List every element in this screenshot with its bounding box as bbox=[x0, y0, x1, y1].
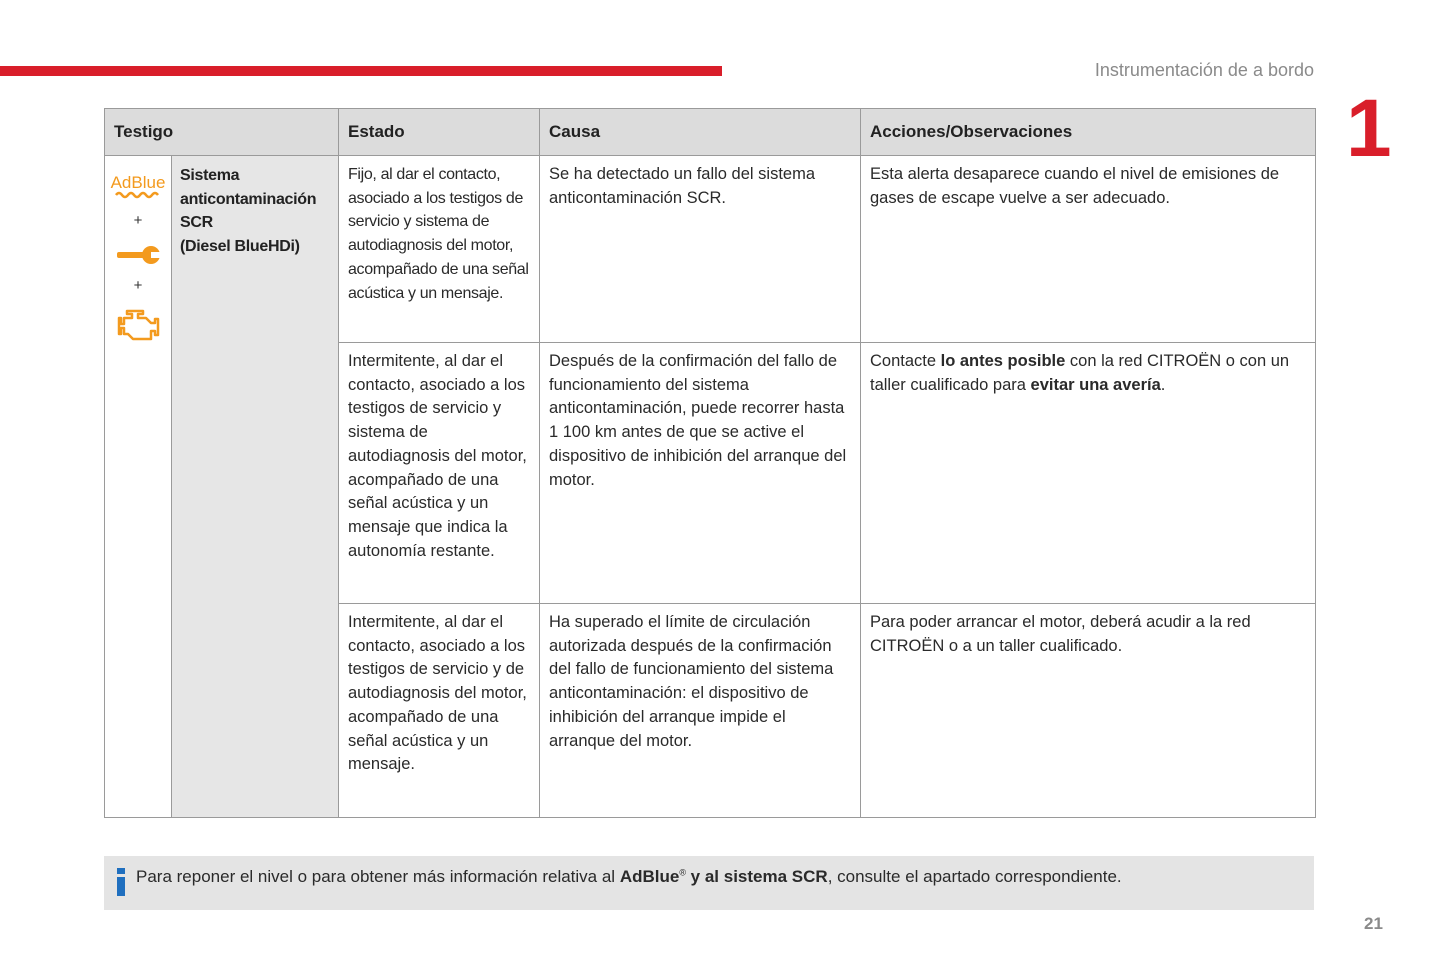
column-header-causa: Causa bbox=[540, 109, 861, 156]
system-name: Sistema anticontaminación SCR bbox=[180, 167, 317, 232]
service-wrench-icon bbox=[113, 241, 163, 269]
system-variant: (Diesel BlueHDi) bbox=[180, 237, 300, 255]
causa-cell: Después de la confirmación del fallo de funcionamiento del sistema anticontaminación, puede recorrer hasta 1 100 km antes de que se active el dispositivo de inhibición del arranque del motor. bbox=[540, 343, 861, 604]
table-header-row bbox=[105, 109, 1316, 156]
acciones-cell: Para poder arrancar el motor, deberá acudir a la red CITROËN o a un taller cualificado. bbox=[861, 604, 1316, 818]
page-number: 21 bbox=[1364, 914, 1383, 933]
column-header-testigo: Testigo bbox=[105, 109, 339, 156]
column-header-estado: Estado bbox=[339, 109, 540, 156]
section-title: Instrumentación de a bordo bbox=[1094, 60, 1314, 80]
info-note-text: Para reponer el nivel o para obtener más información relativa al AdBlue® y al sistema SCR, consulte el apartado correspondiente. bbox=[136, 867, 1122, 886]
table-row bbox=[105, 156, 1316, 343]
header-red-bar bbox=[0, 66, 722, 76]
column-header-acciones: Acciones/Observaciones bbox=[861, 109, 1316, 156]
estado-cell: Fijo, al dar el contacto, asociado a los testigos de servicio y sistema de autodiagnosis del motor, acompañado de una señal acústica y un mensaje. bbox=[339, 156, 540, 343]
adblue-warning-icon bbox=[108, 170, 168, 204]
acciones-cell: Esta alerta desaparece cuando el nivel de emisiones de gases de escape vuelve a ser adecuado. bbox=[861, 156, 1316, 343]
plus-sign: + bbox=[133, 212, 143, 229]
acciones-cell: Contacte lo antes posible con la red CITROËN o con un taller cualificado para evitar una avería. bbox=[861, 343, 1316, 604]
causa-cell: Ha superado el límite de circulación autorizada después de la confirmación del fallo de funcionamiento del sistema anticontaminación: el dispositivo de inhibición del arranque impide el arranque del motor. bbox=[540, 604, 861, 818]
emphasis-text: lo antes posible bbox=[940, 352, 1066, 370]
system-name-cell bbox=[172, 156, 339, 818]
warning-light-table bbox=[104, 108, 1316, 818]
info-icon bbox=[115, 868, 127, 896]
emphasis-text: evitar una avería bbox=[1030, 375, 1161, 394]
chapter-number: 1 bbox=[1346, 83, 1392, 174]
estado-cell: Intermitente, al dar el contacto, asociado a los testigos de servicio y sistema de autodiagnosis del motor, acompañado de una señal acústica y un mensaje que indica la autonomía restante. bbox=[339, 343, 540, 604]
info-note bbox=[104, 856, 1314, 910]
engine-check-icon bbox=[112, 306, 164, 346]
estado-cell: Intermitente, al dar el contacto, asociado a los testigos de servicio y de autodiagnosis del motor, acompañado de una señal acústica y un mensaje. bbox=[339, 604, 540, 818]
svg-text:AdBlue: AdBlue bbox=[110, 173, 166, 192]
plus-sign: + bbox=[133, 277, 143, 294]
indicator-icons-cell bbox=[105, 156, 172, 818]
causa-cell: Se ha detectado un fallo del sistema anticontaminación SCR. bbox=[540, 156, 861, 343]
